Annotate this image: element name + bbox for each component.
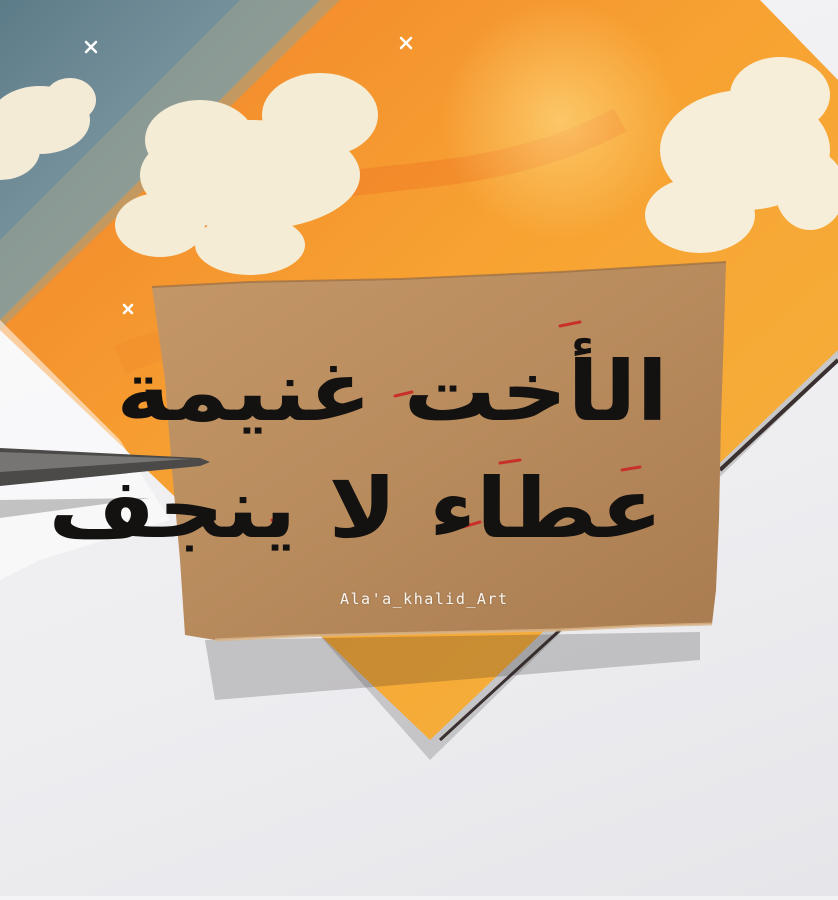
calligraphy-line-2: عطاء لا ينجف bbox=[48, 460, 663, 557]
kraft-paper bbox=[152, 262, 726, 640]
calligraphy-line-1: الأخت غنيمة bbox=[116, 343, 668, 440]
artist-watermark: Ala'a_khalid_Art bbox=[340, 590, 509, 608]
